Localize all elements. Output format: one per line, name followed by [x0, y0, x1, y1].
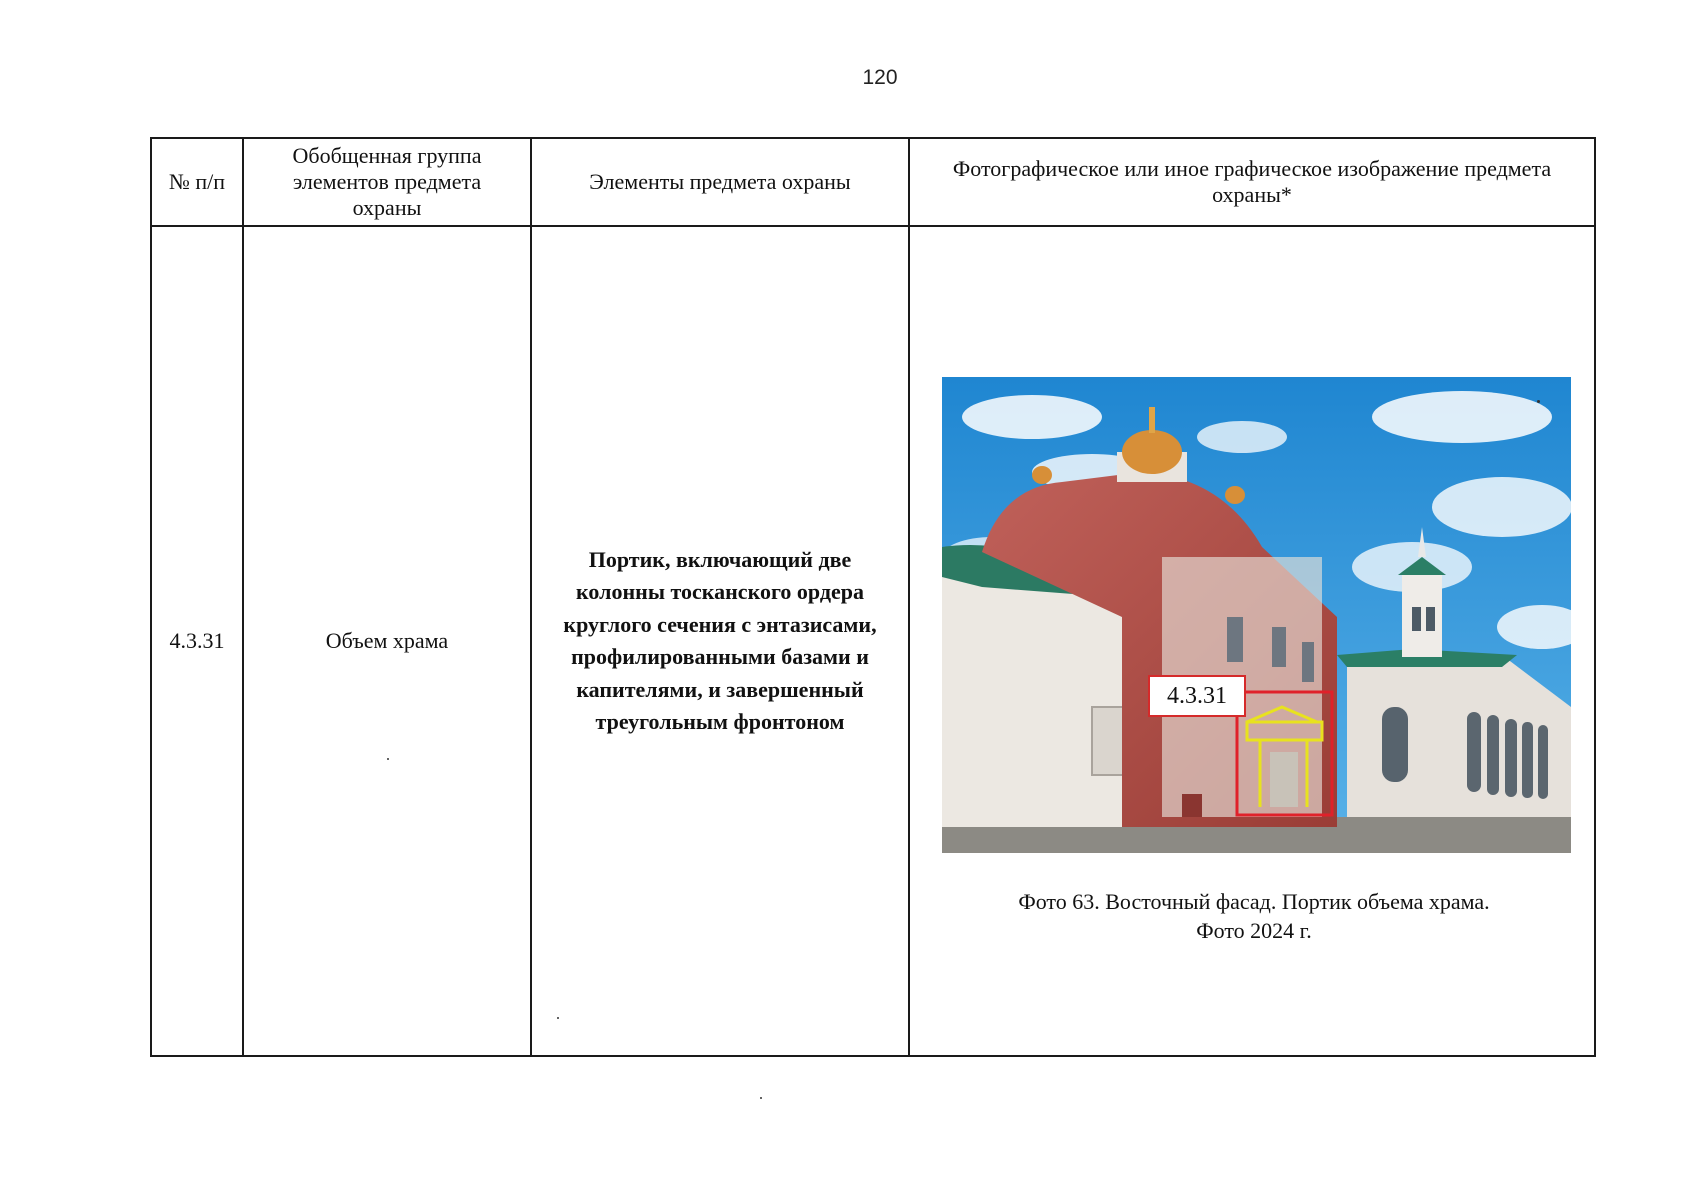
- table-header-row: [151, 138, 1595, 226]
- scan-speck: [387, 758, 389, 760]
- row-number: 4.3.31: [151, 226, 243, 1056]
- photo-label: 4.3.31: [1148, 675, 1246, 717]
- row-photo-cell: [909, 226, 1595, 1056]
- row-group: Объем храма: [243, 226, 531, 1056]
- table-row: [151, 226, 1595, 1056]
- row-elements: [531, 226, 909, 1056]
- page-number: 120: [862, 66, 898, 89]
- header-elements: Элементы предмета охраны: [531, 138, 909, 226]
- header-image: Фотографическое или иное графическое изображение предмета охраны*: [909, 138, 1595, 226]
- scan-dot: [1537, 400, 1540, 403]
- header-group: Обобщенная группа элементов предмета охраны: [243, 138, 531, 226]
- header-number: № п/п: [151, 138, 243, 226]
- scan-speck: [557, 1017, 559, 1019]
- protection-elements-table: [150, 137, 1596, 1057]
- photo-caption: Фото 63. Восточный фасад. Портик объема храма. Фото 2024 г.: [1018, 889, 1490, 943]
- church-photo: [942, 377, 1571, 853]
- scan-speck: [760, 1097, 762, 1099]
- elements-description: Портик, включающий две колонны тосканского ордера круглого сечения с энтазисами, профилированными базами и капителями, и завершенный треугольным фронтоном: [563, 546, 877, 734]
